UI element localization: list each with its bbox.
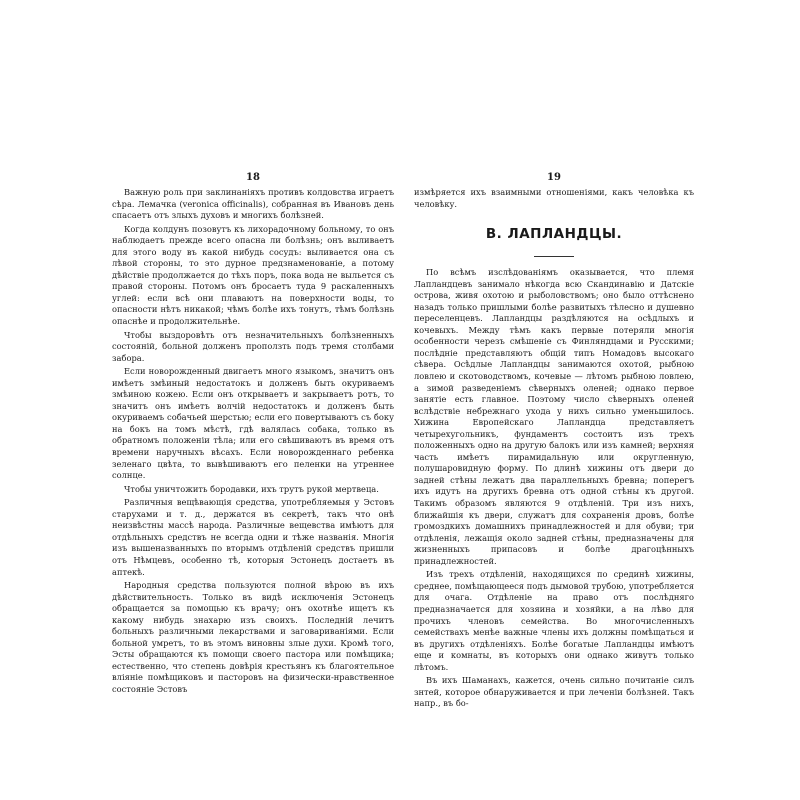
paragraph: Изъ трехъ отдѣленій, находящихся по срединѣ хижины, среднее, помѣщающееся подъ дымовой трубою, употребляется для очага. Отдѣленіе на право отъ послѣдняго предназначается для хозяина и хозяйки, а на лѣво для прочихъ членовъ семейства. Во многочисленныхъ семействахъ менѣе важные члены ихъ должны помѣщаться и въ другихъ отдѣленіяхъ. Болѣе богатые Лапландцы имѣютъ еще и комнаты, въ которыхъ они однако живутъ только лѣтомъ.	[414, 569, 694, 672]
paragraph: Народныя средства пользуются полной вѣрою въ ихъ дѣйствительность. Только въ видѣ исключенія Эстонецъ обращается за помощью къ врачу; онъ охотнѣе ищетъ къ какому нибудь знахарю изъ своихъ. Последній лечитъ больныхъ различными лекарствами и заговариваніями. Если больной умретъ, то въ этомъ виновны злые духи. Кромѣ того, Эсты обращаются къ помощи своего пастора или помѣщика; естественно, что степень довѣрія крестьянъ къ благоятельное вліяніе помѣщиковъ и пасторовъ на физически-нравственное состояніе Эстовъ	[112, 580, 394, 694]
paragraph-continuation: измѣряется ихъ взаимными отношеніями, какъ человѣка къ человѣку.	[414, 187, 694, 209]
paragraph: Когда колдунъ позовутъ къ лихорадочному больному, то онъ наблюдаетъ прежде всего опасна ли болѣзнь; онъ выливаетъ для этого воду въ какой нибудь сосудъ: выливается она съ лѣвой стороны, то это дурное предзнаменованіе, а потому дѣйствіе продолжается до тѣхъ поръ, пока вода не выльется съ правой стороны. Потомъ онъ бросаетъ туда 9 раскаленныхъ углей: если всѣ они плаваютъ на поверхности воды, то опасности нѣтъ никакой; чѣмъ болѣе ихъ тонутъ, тѣмъ болѣзнь опаснѣе и продолжительнѣе.	[112, 223, 394, 327]
paragraph: Важную роль при заклинаніяхъ противъ колдовства играетъ сѣра. Лемачка (veronica officinalis), собранная въ Ивановъ день спасаетъ отъ злыхъ духовъ и многихъ болѣзней.	[112, 187, 394, 221]
paragraph: Чтобы уничтожить бородавки, ихъ трутъ рукой мертвеца.	[124, 483, 379, 494]
paragraph: Въ ихъ Шаманахъ, кажется, очень сильно почитаніе силъ знтей, которое обнаруживается и при леченіи болѣзней. Такъ напр., въ бо-	[414, 675, 694, 709]
paragraph: Различныя вещѣвающія средства, употребляемыя у Эстовъ старухами и т. д., держатся въ секретѣ, такъ что онѣ неизвѣстны массѣ народа. Различные вещевства имѣютъ для отдѣльныхъ средствъ не всегда одни и тѣже названія. Многія изъ вышеназванныхъ по вторымъ отдѣленій средствъ пришли отъ Нѣмцевъ, особенно тѣ, которыя Эстонецъ достаетъ въ аптекѣ.	[112, 497, 394, 577]
right-page	[414, 172, 694, 709]
left-page	[112, 172, 394, 692]
page-number: 18	[246, 172, 260, 183]
paragraph: Чтобы выздоровѣть отъ незначительныхъ болѣзненныхъ состояній, больной долженъ проползть подъ тремя столбами забора.	[112, 329, 394, 363]
section-heading: В. ЛАПЛАНДЦЫ.	[485, 226, 623, 243]
paragraph: Если новорожденный двигаетъ много языкомъ, значитъ онъ имѣетъ змѣиный недостатокъ и долженъ быть окуриваемъ змѣиною кожею. Если онъ открываетъ и закрываетъ ротъ, то значитъ онъ имѣетъ волчій недостатокъ и долженъ быть окуриваемъ собачьей шерстью; если его повертываютъ съ боку на бокъ на томъ мѣстѣ, гдѣ валялась собака, только въ обратномъ положеніи тѣла; или его свѣшиваютъ въ время отъ времени наручныхъ вѣсахъ. Если новорожденнаго ребенка зеленаго цвѣта, то вывѣшиваютъ его пеленки на утреннее солнце.	[112, 366, 394, 481]
heading-rule	[534, 256, 574, 257]
page-number: 19	[547, 172, 561, 183]
paragraph: По всѣмъ изслѣдованіямъ оказывается, что племя Лапландцевъ занимало нѣкогда всю Скандинавію и Датскіе острова, живя охотою и рыболовствомъ; оно было оттѣснено назадъ только пришлыми болѣе развитыхъ тѣлесно и душевно переселенцевъ. Лапландцы раздѣляются на осѣдлыхъ и кочевыхъ. Между тѣмъ какъ первые потеряли многія особенности черезъ смѣшеніе съ Финляндцами и Русскими; послѣдніе представляютъ общій типъ Номадовъ высокаго сѣвера. Осѣдлые Лапландцы занимаются охотой, рыбною ловлею и скотоводствомъ, кочевые — лѣтомъ рыбною ловлею, а зимой разведеніемъ сѣверныхъ оленей; однако первое занятіе есть главное. Поэтому число сѣверныхъ оленей вслѣдствіе небрежнаго ухода у нихъ сильно уменьшилось. Хижина Европейскаго Лапландца представляетъ четырехугольникъ, фундаментъ состоитъ изъ трехъ положенныхъ одно на другую балокъ или изъ камней; верхняя часть имѣетъ пирамидальную или округленную, полушаровидную форму. По длинѣ хижины отъ двери до задней стѣны лежатъ два параллельныхъ бревна; поперегъ ихъ идутъ на другихъ бревна отъ одной стѣны къ другой. Такимъ образомъ являются 9 отдѣленій. Три изъ нихъ, ближайшія къ двери, служатъ для сохраненія дровъ, болѣе громоздкихъ домашнихъ принадлежностей и для обуви; три отдѣленія, лежащія около задней стѣны, предназначены для жизненныхъ припасовъ и болѣе драгоцѣнныхъ принадлежностей.	[414, 267, 694, 566]
